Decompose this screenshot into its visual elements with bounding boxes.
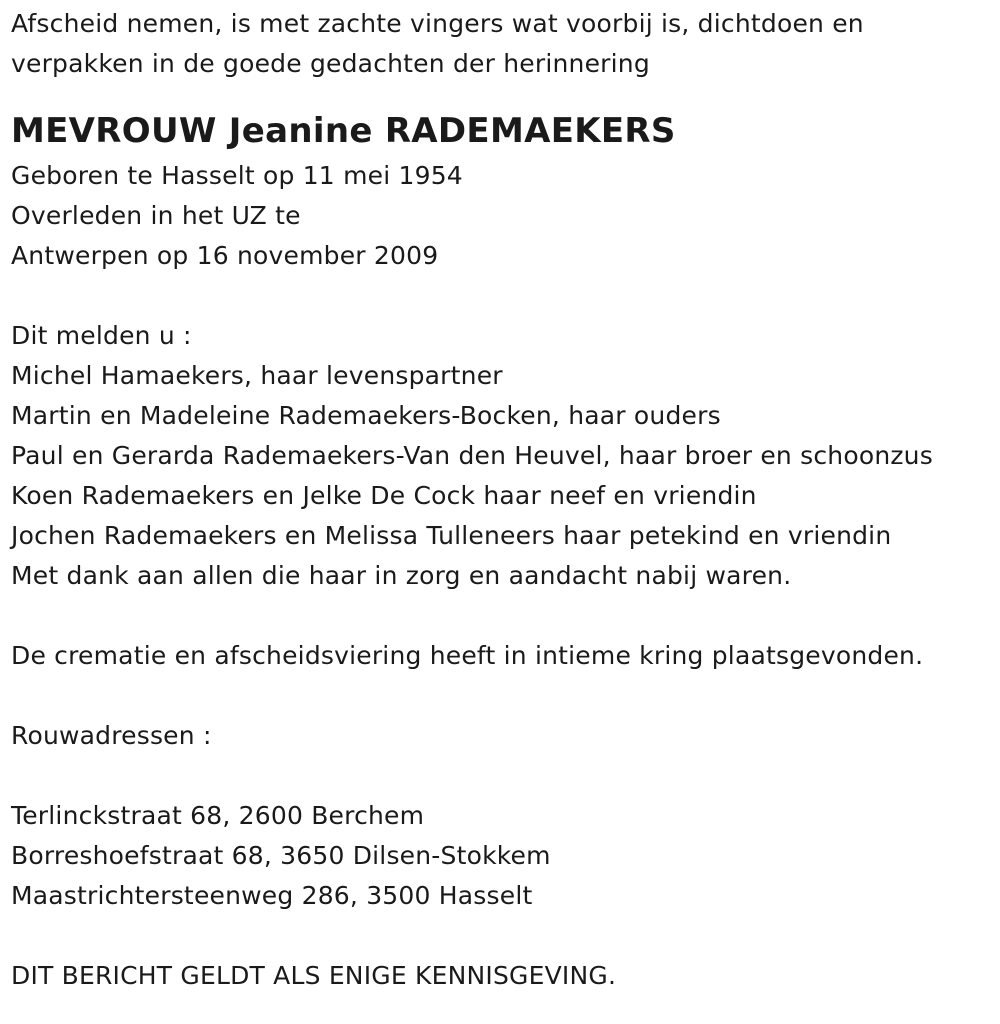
announcer-3: Paul en Gerarda Rademaekers-Van den Heuvel, haar broer en schoonzus	[11, 441, 933, 470]
quote-line-2: verpakken in de goede gedachten der herinnering	[11, 49, 650, 78]
farewell-quote	[11, 4, 991, 84]
birth-info: Geboren te Hasselt op 11 mei 1954	[11, 161, 463, 190]
addresses-heading: Rouwadressen :	[11, 721, 212, 750]
spacer	[11, 596, 991, 636]
death-info-line-1: Overleden in het UZ te	[11, 201, 301, 230]
announcer-4: Koen Rademaekers en Jelke De Cock haar neef en vriendin	[11, 481, 757, 510]
obituary-notice	[11, 0, 991, 996]
thanks-line: Met dank aan allen die haar in zorg en aandacht nabij waren.	[11, 561, 792, 590]
quote-line-1: Afscheid nemen, is met zachte vingers wat voorbij is, dichtdoen en	[11, 9, 864, 38]
deceased-name: MEVROUW Jeanine RADEMAEKERS	[11, 111, 676, 151]
ceremony-info: De crematie en afscheidsviering heeft in intieme kring plaatsgevonden.	[11, 641, 924, 670]
address-3: Maastrichtersteenweg 286, 3500 Hasselt	[11, 881, 533, 910]
spacer	[11, 276, 991, 316]
announcer-5: Jochen Rademaekers en Melissa Tulleneers haar petekind en vriendin	[11, 521, 892, 550]
notice-statement: DIT BERICHT GELDT ALS ENIGE KENNISGEVING.	[11, 961, 617, 990]
announcer-2: Martin en Madeleine Rademaekers-Bocken, haar ouders	[11, 401, 721, 430]
announcer-1: Michel Hamaekers, haar levenspartner	[11, 361, 503, 390]
address-2: Borreshoefstraat 68, 3650 Dilsen-Stokkem	[11, 841, 551, 870]
spacer	[11, 676, 991, 716]
spacer	[11, 916, 991, 956]
announcers-intro: Dit melden u :	[11, 321, 192, 350]
spacer	[11, 756, 991, 796]
death-info-line-2: Antwerpen op 16 november 2009	[11, 241, 439, 270]
address-1: Terlinckstraat 68, 2600 Berchem	[11, 801, 425, 830]
